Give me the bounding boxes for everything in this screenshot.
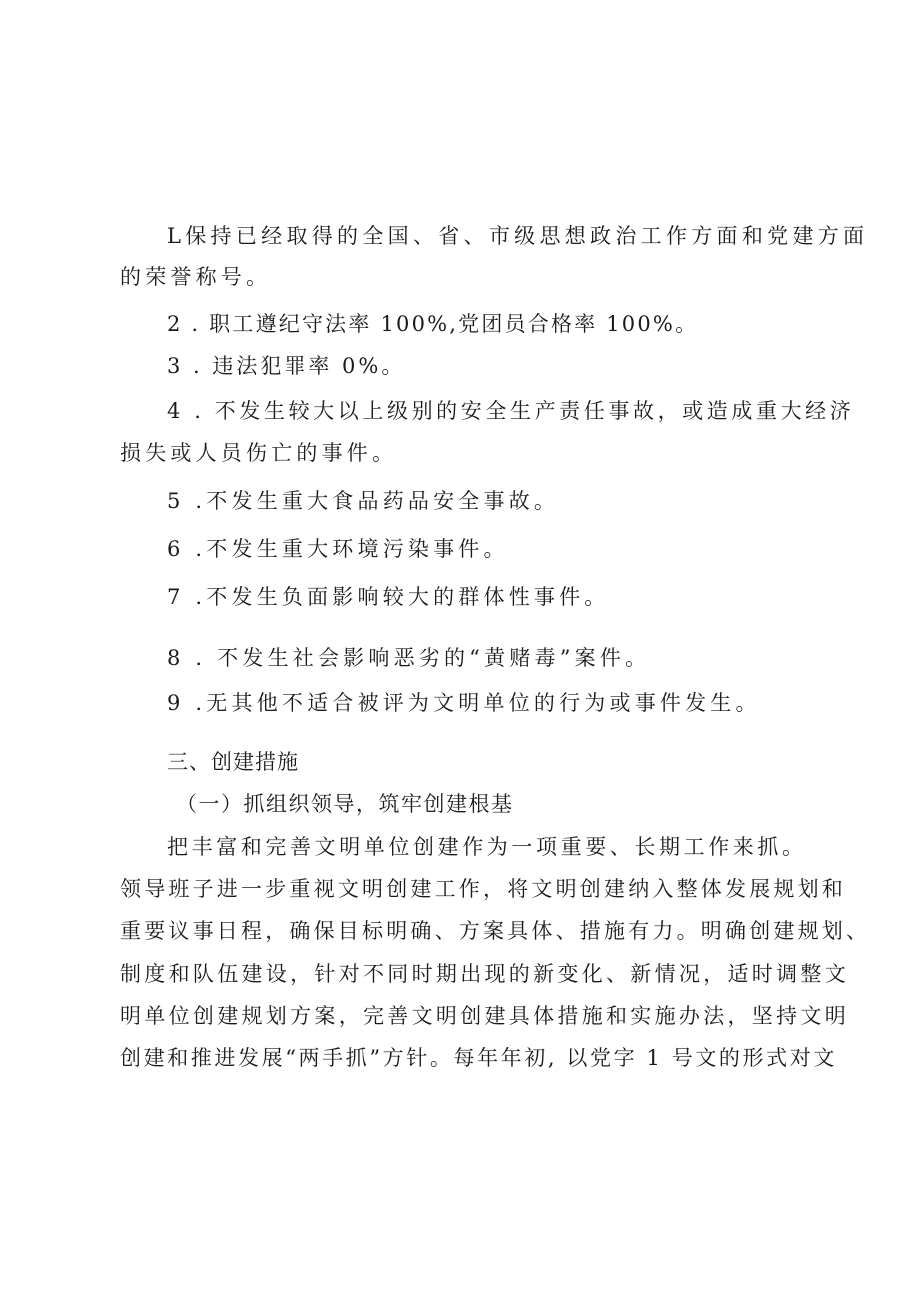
item-1-line-1: L保持已经取得的全国、省、市级思想政治工作方面和党建方面 (167, 224, 869, 248)
paragraph-line-4: 制度和队伍建设，针对不同时期出现的新变化、新情况，适时调整文 (120, 962, 849, 986)
item-6: 6 .不发生重大环境污染事件。 (167, 537, 509, 561)
paragraph-line-3: 重要议事日程，确保目标明确、方案具体、措施有力。明确创建规划、 (120, 919, 871, 943)
paragraph-line-2: 领导班子进一步重视文明创建工作，将文明创建纳入整体发展规划和 (120, 877, 846, 901)
item-1-line-2: 的荣誉称号。 (120, 265, 272, 289)
paragraph-line-6: 创建和推进发展“两手抓”方针。每年年初, 以党字 1 号文的形式对文 (120, 1046, 837, 1070)
item-8: 8 . 不发生社会影响恶劣的“黄赌毒”案件。 (167, 646, 651, 670)
section-heading: 三、创建措施 (167, 750, 299, 774)
paragraph-line-1: 把丰富和完善文明单位创建作为一项重要、长期工作来抓。 (167, 835, 807, 859)
item-2: 2 . 职工遵纪守法率 100%,党团员合格率 100%。 (167, 312, 699, 336)
item-4-line-2: 损失或人员伤亡的事件。 (120, 441, 398, 465)
item-9: 9 .无其他不适合被评为文明单位的行为或事件发生。 (167, 691, 761, 715)
subsection-heading: （一）抓组织领导，筑牢创建根基 (176, 792, 514, 816)
item-3: 3 . 违法犯罪率 0%。 (167, 354, 406, 378)
item-4-line-1: 4 . 不发生较大以上级别的安全生产责任事故，或造成重大经济 (167, 399, 855, 423)
item-5: 5 .不发生重大食品药品安全事故。 (167, 489, 560, 513)
item-7: 7 .不发生负面影响较大的群体性事件。 (167, 585, 610, 609)
paragraph-line-5: 明单位创建规划方案，完善文明创建具体措施和实施办法，坚持文明 (120, 1004, 849, 1028)
